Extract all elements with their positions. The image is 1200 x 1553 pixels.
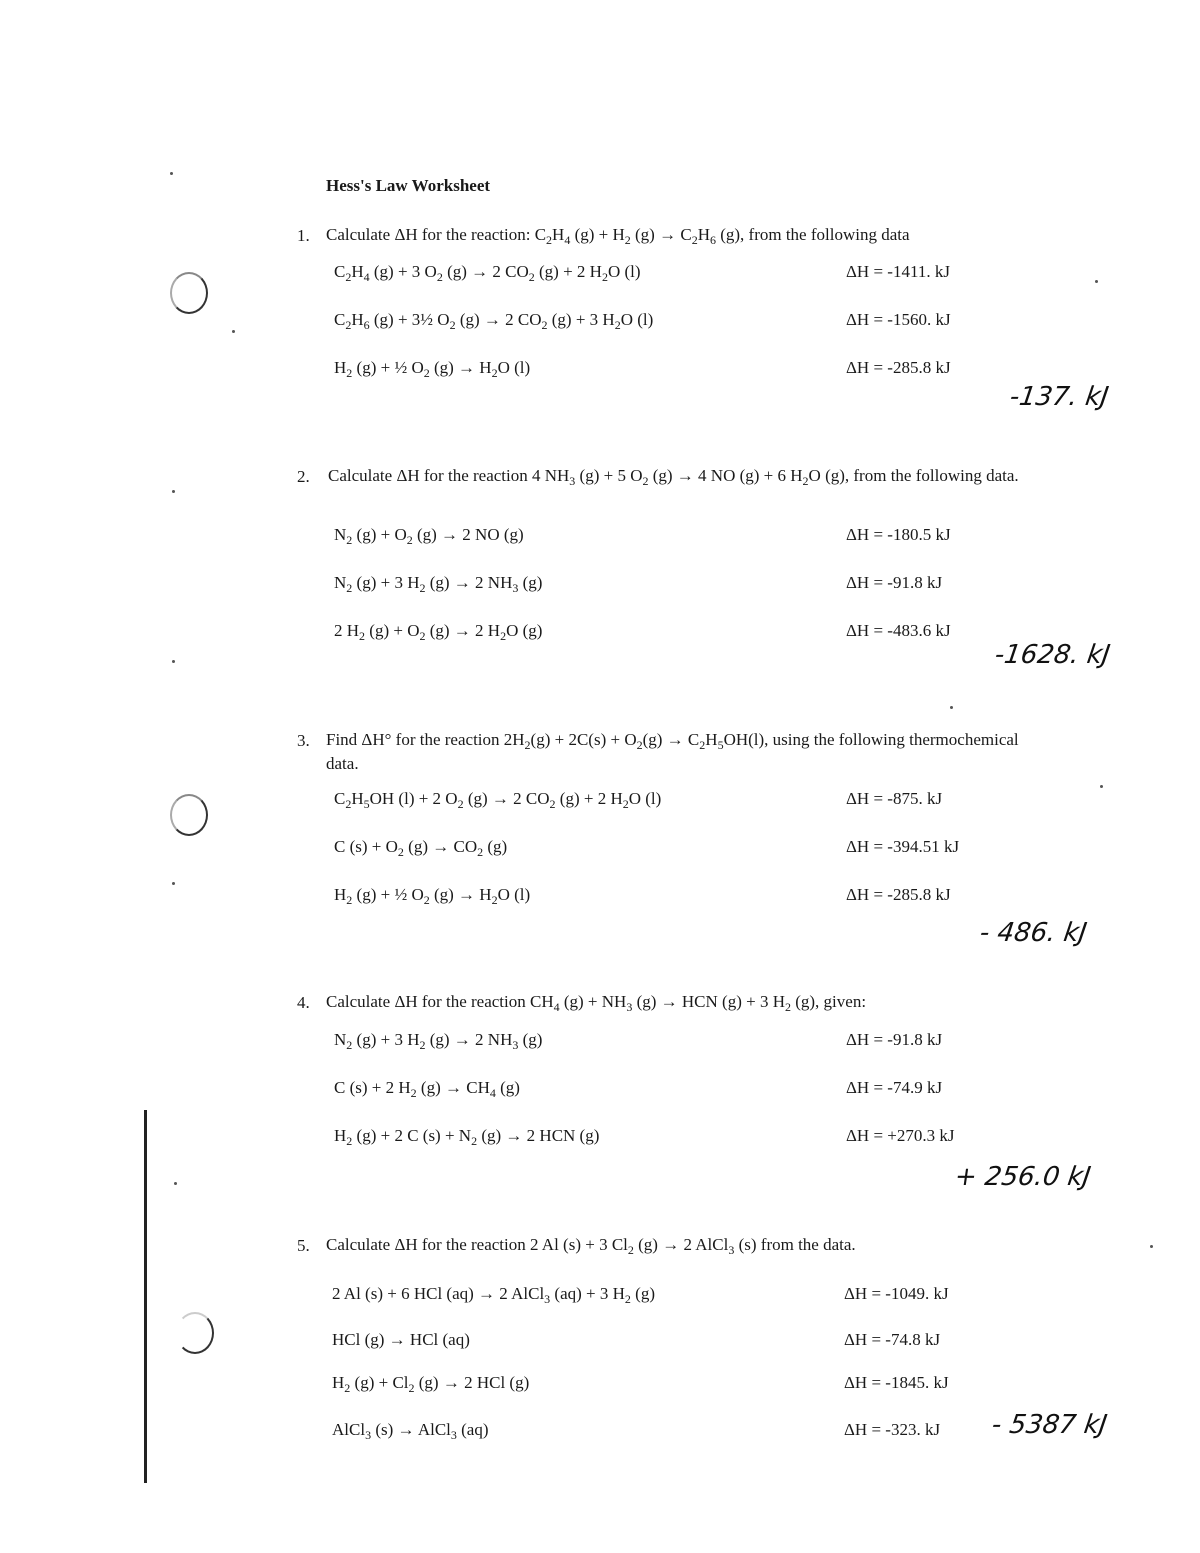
q3-number: 3. (297, 731, 310, 750)
q5-handwritten-answer: - 5387 kJ (989, 1410, 1109, 1440)
q3-prompt: Find ΔH° for the reaction $2H_2(g) + 2C(s) + O_2(g) \to C_2H_5OH(l)$, using the following thermochemical data. (326, 730, 1019, 773)
q1-enthalpy-1: ΔH = -1411. kJ (846, 262, 950, 281)
margin-line (144, 1110, 147, 1483)
q5-equation-2: HCl (g) → HCl (aq) (332, 1330, 470, 1349)
q5-equation-3: $H_2$ $(g) + Cl_2$ (g) → 2 HCl (g) (332, 1373, 530, 1395)
binder-hole-bottom (176, 1312, 214, 1354)
q4-enthalpy-1: ΔH = -91.8 kJ (846, 1030, 943, 1049)
q5-enthalpy-3: ΔH = -1845. kJ (844, 1373, 949, 1392)
q2-equation-2: $N_2$ (g) + 3 $H_2$ (g) → 2 $NH_3$ (g) (334, 573, 543, 595)
q4-equation-2: C (s) + 2 $H_2$ $(g) \to CH_4$ (g) (334, 1078, 520, 1100)
q2-enthalpy-2: ΔH = -91.8 kJ (846, 573, 943, 592)
q1-equation-3: $H_2$ (g) + ½ $O_2$ $(g) \to H_2O$ (l) (334, 358, 531, 380)
q4-equation-1: $N_2$ (g) + 3 $H_2$ (g) → 2 $NH_3$ (g) (334, 1030, 543, 1052)
q1-enthalpy-3: ΔH = -285.8 kJ (846, 358, 951, 377)
scan-speck (174, 1182, 177, 1185)
q4-prompt: Calculate ΔH for the reaction $CH_4$ $(g) + NH_3$ (g) → HCN (g) + 3 $H_2$ (g), given: (326, 992, 867, 1014)
scan-speck (170, 172, 173, 175)
q4-number: 4. (297, 993, 310, 1012)
q5-number: 5. (297, 1236, 310, 1255)
q5-enthalpy-4: ΔH = -323. kJ (844, 1420, 941, 1439)
q3-enthalpy-2: ΔH = -394.51 kJ (846, 837, 960, 856)
q2-prompt: Calculate ΔH for the reaction 4 $NH_3$ (g) + 5 $O_2$ (g) → 4 NO (g) + 6 $H_2O$ (g), from the following data. (328, 466, 1019, 488)
q2-equation-3: 2 $H_2$ $(g) + O_2$ (g) → 2 $H_2O$ (g) (334, 621, 543, 643)
q2-number: 2. (297, 467, 310, 486)
q5-enthalpy-2: ΔH = -74.8 kJ (844, 1330, 941, 1349)
scan-speck (1100, 785, 1103, 788)
q4-enthalpy-2: ΔH = -74.9 kJ (846, 1078, 943, 1097)
q4-handwritten-answer: + 256.0 kJ (952, 1162, 1093, 1192)
binder-hole-middle (170, 794, 208, 836)
q3-equation-3: $H_2$ (g) + ½ $O_2$ $(g) \to H_2O$ (l) (334, 885, 531, 907)
scan-speck (1095, 280, 1098, 283)
q1-handwritten-answer: -137. kJ (1007, 382, 1111, 412)
q4-enthalpy-3: ΔH = +270.3 kJ (846, 1126, 955, 1145)
q1-enthalpy-2: ΔH = -1560. kJ (846, 310, 951, 329)
binder-hole-top (170, 272, 208, 314)
worksheet-title: Hess's Law Worksheet (326, 176, 491, 195)
q5-enthalpy-1: ΔH = -1049. kJ (844, 1284, 949, 1303)
scan-speck (172, 882, 175, 885)
q3-equation-1: $C_2H_5OH$ (l) + 2 $O_2$ (g) → 2 $CO_2$ (g) + 2 $H_2O$ (l) (334, 789, 662, 811)
scan-speck (172, 660, 175, 663)
q5-prompt: Calculate ΔH for the reaction 2 Al (s) + 3 $Cl_2$ (g) → 2 AlCl$_3$ (s) from the data. (326, 1235, 856, 1257)
q1-equation-2: $C_2H_6$ (g) + 3½ $O_2$ (g) → 2 $CO_2$ (g) + 3 $H_2O$ (l) (334, 310, 654, 332)
q3-handwritten-answer: - 486. kJ (977, 918, 1089, 948)
scan-speck (950, 706, 953, 709)
q2-handwritten-answer: -1628. kJ (992, 640, 1112, 670)
q3-enthalpy-3: ΔH = -285.8 kJ (846, 885, 951, 904)
q2-enthalpy-1: ΔH = -180.5 kJ (846, 525, 951, 544)
scan-speck (1150, 1245, 1153, 1248)
scan-speck (172, 490, 175, 493)
q2-equation-1: $N_2$ $(g) + O_2$ (g) → 2 NO (g) (334, 525, 524, 547)
q5-equation-1: 2 Al (s) + 6 HCl (aq) → 2 AlCl$_3$ (aq) + 3 $H_2$ (g) (332, 1284, 655, 1306)
q1-equation-1: $C_2H_4$ (g) + 3 $O_2$ (g) → 2 $CO_2$ (g) + 2 $H_2O$ (l) (334, 262, 641, 284)
scan-speck (232, 330, 235, 333)
q1-number: 1. (297, 226, 310, 245)
q2-enthalpy-3: ΔH = -483.6 kJ (846, 621, 951, 640)
q3-equation-2: C $(s) + O_2$ $(g) \to CO_2$ (g) (334, 837, 508, 859)
q3-enthalpy-1: ΔH = -875. kJ (846, 789, 943, 808)
q4-equation-3: $H_2$ (g) + 2 C $(s) + N_2$ (g) → 2 HCN (g) (334, 1126, 600, 1148)
q1-prompt: Calculate ΔH for the reaction: $C_2H_4$ $(g) + H_2$ $(g) \to C_2H_6$ (g), from the following data (326, 225, 910, 247)
q5-equation-4: AlCl$_3$ (s) → AlCl$_3$ (aq) (332, 1420, 489, 1442)
